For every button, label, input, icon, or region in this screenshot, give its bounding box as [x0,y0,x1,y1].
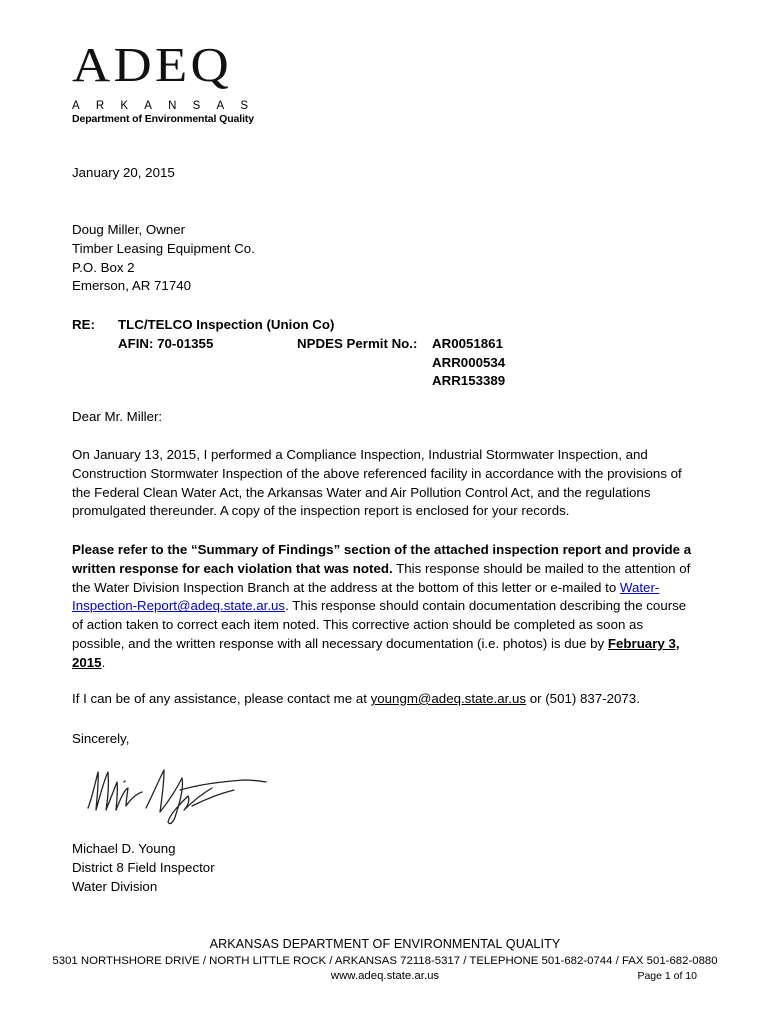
re-afin: AFIN: 70-01355 [118,335,214,351]
closing: Sincerely, [72,731,130,746]
recipient-line: Timber Leasing Equipment Co. [72,240,255,256]
page-number: Page 1 of 10 [637,970,697,982]
paragraph-text: If I can be of any assistance, please contact me at [72,691,371,706]
permit-number: ARR000534 [432,354,506,370]
adeq-logo [72,37,292,125]
re-subject: TLC/TELCO Inspection (Union Co) [118,317,335,332]
due-date: February 3, 2015 [72,635,680,670]
paragraph-text: . This response should contain documentation describing the course of action taken to correct each item noted. This corrective action should be completed as soon as possible, and the written response with all necessary documentation (i.e. photos) is due by [72,598,687,651]
response-instruction: Please refer to the “Summary of Findings” section of the attached inspection report and provide a written response for each violation that was noted. [72,542,692,576]
letter-date: January 20, 2015 [72,165,175,180]
signature-image [84,760,269,830]
paragraph-response-request [72,541,694,673]
recipient-line: P.O. Box 2 [72,259,135,275]
permit-number: ARR153389 [432,373,506,389]
footer-org: ARKANSAS DEPARTMENT OF ENVIRONMENTAL QUALITY [209,937,561,951]
recipient-line: Doug Miller, Owner [72,222,186,237]
logo-state: ARKANSAS [72,100,265,112]
paragraph-text: or (501) 837-2073. [526,691,640,706]
re-label: RE: [72,317,95,332]
signer-line: Water Division [72,878,158,894]
footer-website[interactable]: www.adeq.state.ar.us [330,970,440,982]
recipient-line: Emerson, AR 71740 [72,278,192,294]
logo-department: Department of Environmental Quality [72,113,255,125]
footer-address: 5301 NORTHSHORE DRIVE / NORTH LITTLE ROCK / ARKANSAS 72118-5317 / TELEPHONE 501-682-0744 / FAX 501-682-0880 [52,955,718,967]
paragraph-inspection: On January 13, 2015, I performed a Compliance Inspection, Industrial Stormwater Inspection, and Construction Stormwater Inspection of the above referenced facility in accordance with the provisions of the Federal Clean Water Act, the Arkansas Water and Air Pollution Control Act, and the regulations promulgated thereunder. A copy of the inspection report is enclosed for your records. [72,447,682,519]
signer-line: District 8 Field Inspector [72,859,215,875]
permit-number: AR0051861 [432,335,503,351]
recipient-address [72,221,255,296]
inspector-email-link[interactable]: youngm@adeq.state.ar.us [370,691,527,706]
permit-list [432,335,505,391]
paragraph-text: . [101,654,106,670]
paragraph-text: This response should be mailed to the attention of the Water Division Inspection Branch at the address at the bottom of this letter or e-mailed to [72,560,691,595]
re-block [72,316,712,396]
inspection-report-email-link[interactable]: Water-Inspection-Report@adeq.state.ar.us [72,579,660,614]
signer-line: Michael D. Young [72,841,176,856]
salutation: Dear Mr. Miller: [72,409,163,424]
signer-block [72,840,215,896]
paragraph-contact [72,690,694,709]
logo-wordmark: ADEQ [72,37,232,92]
permit-label: NPDES Permit No.: [297,335,418,351]
